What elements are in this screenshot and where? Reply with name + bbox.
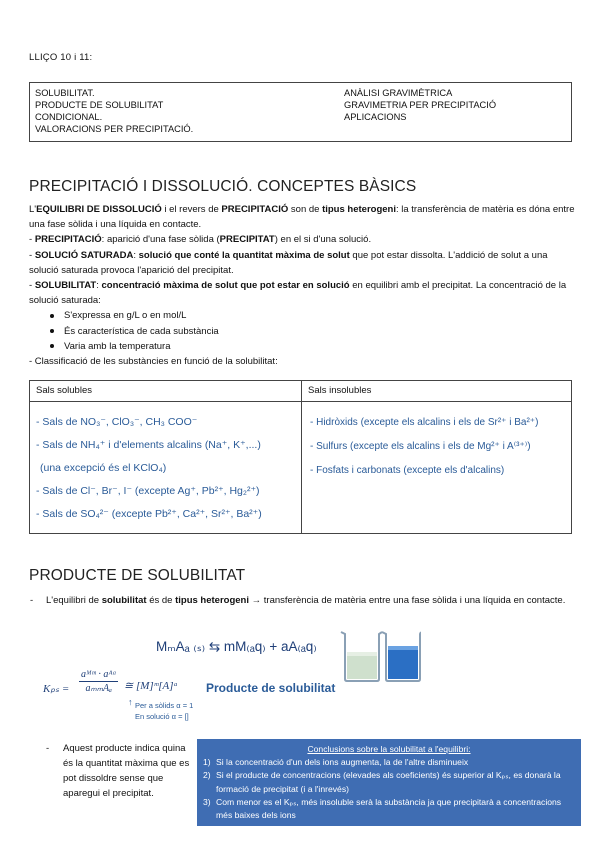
ksp-label: Kₚₛ = xyxy=(43,683,70,695)
paragraph-precipitation: - PRECIPITACIÓ: aparició d'una fase sòlida (PRECIPITAT) en el si d'una solució. xyxy=(29,234,372,246)
ksp-note-line: Per a sòlids α = 1 xyxy=(135,701,194,710)
insoluble-salts-cell xyxy=(310,411,568,483)
paragraph-classification: - Classificació de les substàncies en funció de la solubilitat: xyxy=(29,356,278,368)
ksp-title: Producte de solubilitat xyxy=(206,681,336,695)
paragraph-solubility: - SOLUBILITAT: concentració màxima de solut que pot estar en solució en equilibri amb el precipitat. La concentració de la solució saturada: xyxy=(29,280,567,307)
conclusions-box xyxy=(197,739,581,826)
ksp-denominator: aₘₘAₐ xyxy=(85,683,112,694)
conclusion-item: 3) Com menor es el Kₚₛ, més insoluble serà la substància ja que precipitarà a concentracions més baixes dels ions xyxy=(203,796,562,821)
topic-item: APLICACIONS xyxy=(344,112,407,122)
list-dash: - xyxy=(46,743,50,754)
soluble-salts-cell xyxy=(36,411,298,526)
list-item: Varia amb la temperatura xyxy=(29,339,575,354)
list-item: És característica de cada substància xyxy=(29,324,575,339)
ksp-numerator: aᴹᵐ · aᴬᵃ xyxy=(81,669,117,680)
salts-header-insoluble: Sals insolubles xyxy=(301,381,571,402)
table-line: - Sulfurs (excepte els alcalins i els de Mg²⁺ i A⁽³⁺⁾) xyxy=(310,441,531,452)
lesson-heading: LLIÇO 10 i 11: xyxy=(29,52,93,63)
ksp-note-line: En solució α = [] xyxy=(135,712,189,721)
table-line: (una excepció és el KClO₄) xyxy=(40,462,167,474)
beaker-icon xyxy=(341,632,382,681)
precipitation-body xyxy=(29,202,575,369)
table-line: - Fosfats i carbonats (excepte els d'alcalins) xyxy=(310,465,505,476)
topic-item: GRAVIMETRIA PER PRECIPITACIÓ xyxy=(344,100,497,110)
table-line: - Sals de SO₄²⁻ (excepte Pb²⁺, Ca²⁺, Sr²⁺, Ba²⁺) xyxy=(36,508,262,520)
arrow-up-icon: ↑ xyxy=(128,697,133,707)
table-divider xyxy=(301,381,302,533)
table-line: - Sals de NO₃⁻, ClO₃⁻, CH₃ COO⁻ xyxy=(36,416,198,428)
table-line: - Sals de Cl⁻, Br⁻, I⁻ (excepte Ag⁺, Pb²⁺, Hg₂²⁺) xyxy=(36,485,260,497)
section-title-solubility-product: PRODUCTE DE SOLUBILITAT xyxy=(29,567,246,584)
topics-right-column xyxy=(344,87,496,123)
ksp-note xyxy=(128,697,194,722)
topic-item: PRODUCTE DE SOLUBILITAT xyxy=(35,100,164,110)
ksp-fraction xyxy=(79,669,118,695)
beakers-illustration xyxy=(337,626,421,682)
topics-left-column xyxy=(35,87,193,135)
table-line: - Sals de NH₄⁺ i d'elements alcalins (Na⁺, K⁺,...) xyxy=(36,439,261,451)
dissolution-reaction: MₘAₐ ₍ₛ₎ ⇆ mM₍ₐq₎ + aA₍ₐq₎ xyxy=(156,639,317,654)
ksp-meaning-item: - Aquest producte indica quina és la quantitat màxima que es pot dissoldre sense que aparegui el precipitat. xyxy=(46,743,190,799)
list-item: S'expressa en g/L o en mol/L xyxy=(29,308,575,323)
ksp-approximation: ≅ [M]ᵐ[A]ᵃ xyxy=(124,680,178,692)
beaker-icon xyxy=(382,632,421,681)
conclusion-item: 1) Si la concentració d'un dels ions augmenta, la de l'altre disminueix xyxy=(203,757,469,768)
salts-table xyxy=(29,380,572,534)
solubility-equilibrium-item: - L'equilibri de solubilitat és de tipus heterogeni → transferència de matèria entre una fase sòlida i una líquida en contacte. xyxy=(30,595,566,606)
topic-item: VALORACIONS PER PRECIPITACIÓ. xyxy=(35,124,194,134)
paragraph-saturated: - SOLUCIÓ SATURADA: solució que conté la quantitat màxima de solut que pot estar dissolta. L'addició de solut a una solució saturada provoca l'aparició del precipitat. xyxy=(29,249,548,276)
conclusion-item: 2) Si el producte de concentracions (elevades als coeficients) és superior al Kₚₛ, es donarà la formació de precipitat (i a l'inrevés) xyxy=(203,770,561,794)
topic-item: SOLUBILITAT. xyxy=(35,88,95,98)
list-dash: - xyxy=(30,595,34,606)
topic-item: ANÀLISI GRAVIMÈTRICA xyxy=(344,88,453,98)
paragraph-equilibrium: L'EQUILIBRI DE DISSOLUCIÓ i el revers de PRECIPITACIÓ son de tipus heterogeni: la transferència de matèria es dóna entre una fase sòlida i una líquida en contacte. xyxy=(29,204,575,231)
table-line: - Hidròxids (excepte els alcalins i els de Sr²⁺ i Ba²⁺) xyxy=(310,417,539,428)
topics-box xyxy=(29,82,572,142)
topic-item: CONDICIONAL. xyxy=(35,112,103,122)
section-title-precipitation: PRECIPITACIÓ I DISSOLUCIÓ. CONCEPTES BÀSICS xyxy=(29,178,417,195)
solubility-bullets xyxy=(29,308,575,354)
conclusions-title: Conclusions sobre la solubilitat a l'equilibri: xyxy=(307,744,471,754)
salts-header-soluble: Sals solubles xyxy=(30,381,301,402)
